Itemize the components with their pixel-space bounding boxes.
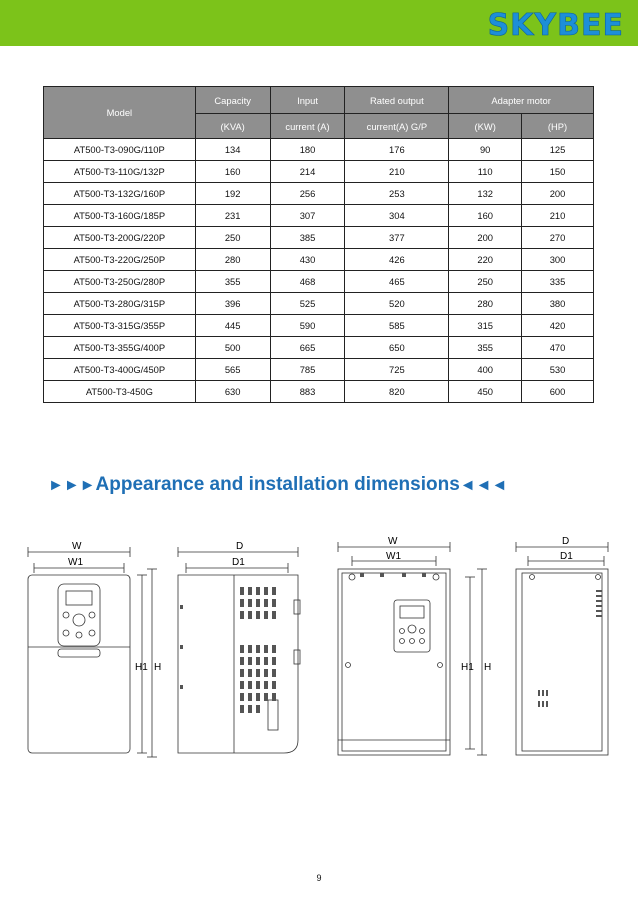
cell-hp: 270 xyxy=(522,227,594,249)
cell-rated: 820 xyxy=(345,381,449,403)
subheader-rated-current: current(A) G/P xyxy=(345,114,449,139)
table-row xyxy=(44,161,594,183)
cell-model: AT500-T3-450G xyxy=(44,381,196,403)
cell-hp: 380 xyxy=(522,293,594,315)
dim-h-label: H xyxy=(484,662,492,673)
header-input: Input xyxy=(270,87,345,114)
cell-hp: 200 xyxy=(522,183,594,205)
front-view-large-drawing xyxy=(330,535,495,765)
cell-capacity: 280 xyxy=(195,249,270,271)
cell-kw: 110 xyxy=(449,161,522,183)
header-rated-output: Rated output xyxy=(345,87,449,114)
cell-hp: 600 xyxy=(522,381,594,403)
side-view-small-drawing xyxy=(172,535,307,765)
cell-input: 525 xyxy=(270,293,345,315)
side-view-large-drawing xyxy=(508,535,618,765)
cell-capacity: 160 xyxy=(195,161,270,183)
dim-w1-label: W1 xyxy=(68,557,83,568)
cell-capacity: 396 xyxy=(195,293,270,315)
table-row xyxy=(44,359,594,381)
table-row xyxy=(44,249,594,271)
cell-input: 590 xyxy=(270,315,345,337)
header-bar xyxy=(0,0,638,46)
cell-rated: 585 xyxy=(345,315,449,337)
table-row xyxy=(44,293,594,315)
subheader-kva: (KVA) xyxy=(195,114,270,139)
cell-model: AT500-T3-250G/280P xyxy=(44,271,196,293)
cell-hp: 420 xyxy=(522,315,594,337)
dim-h-label: H xyxy=(154,662,162,673)
cell-kw: 132 xyxy=(449,183,522,205)
cell-model: AT500-T3-200G/220P xyxy=(44,227,196,249)
cell-input: 665 xyxy=(270,337,345,359)
header-model: Model xyxy=(44,87,196,139)
cell-capacity: 565 xyxy=(195,359,270,381)
cell-kw: 160 xyxy=(449,205,522,227)
cell-model: AT500-T3-132G/160P xyxy=(44,183,196,205)
vent-slots xyxy=(180,587,276,713)
cell-input: 430 xyxy=(270,249,345,271)
cell-input: 214 xyxy=(270,161,345,183)
dim-w-label: W xyxy=(72,541,82,552)
cell-model: AT500-T3-110G/132P xyxy=(44,161,196,183)
cell-rated: 377 xyxy=(345,227,449,249)
table-row xyxy=(44,205,594,227)
dim-d-label: D xyxy=(562,536,570,547)
cell-input: 385 xyxy=(270,227,345,249)
spec-table xyxy=(43,86,594,403)
table-row xyxy=(44,271,594,293)
subheader-input-current: current (A) xyxy=(270,114,345,139)
cell-model: AT500-T3-355G/400P xyxy=(44,337,196,359)
cell-hp: 470 xyxy=(522,337,594,359)
cell-model: AT500-T3-220G/250P xyxy=(44,249,196,271)
cell-rated: 253 xyxy=(345,183,449,205)
table-row xyxy=(44,381,594,403)
cell-capacity: 500 xyxy=(195,337,270,359)
section-title: Appearance and installation dimensions xyxy=(95,474,460,495)
dim-d1-label: D1 xyxy=(560,551,573,562)
cell-model: AT500-T3-400G/450P xyxy=(44,359,196,381)
table-row xyxy=(44,227,594,249)
cell-capacity: 192 xyxy=(195,183,270,205)
dim-d1-label: D1 xyxy=(232,557,245,568)
cell-input: 883 xyxy=(270,381,345,403)
cell-kw: 355 xyxy=(449,337,522,359)
cell-rated: 465 xyxy=(345,271,449,293)
vent-slots xyxy=(538,590,602,707)
cell-hp: 150 xyxy=(522,161,594,183)
table-row xyxy=(44,315,594,337)
cell-model: AT500-T3-160G/185P xyxy=(44,205,196,227)
cell-kw: 280 xyxy=(449,293,522,315)
cell-rated: 520 xyxy=(345,293,449,315)
cell-rated: 176 xyxy=(345,139,449,161)
header-capacity: Capacity xyxy=(195,87,270,114)
cell-rated: 725 xyxy=(345,359,449,381)
section-heading xyxy=(48,474,507,496)
cell-capacity: 355 xyxy=(195,271,270,293)
arrows-right: ◄◄◄ xyxy=(459,477,508,494)
subheader-hp: (HP) xyxy=(522,114,594,139)
cell-capacity: 250 xyxy=(195,227,270,249)
page-number: 9 xyxy=(316,873,322,883)
table-row xyxy=(44,183,594,205)
cell-rated: 304 xyxy=(345,205,449,227)
dim-d-label: D xyxy=(236,541,244,552)
cell-hp: 530 xyxy=(522,359,594,381)
cell-kw: 400 xyxy=(449,359,522,381)
cell-kw: 200 xyxy=(449,227,522,249)
cell-capacity: 231 xyxy=(195,205,270,227)
cell-input: 785 xyxy=(270,359,345,381)
cell-kw: 220 xyxy=(449,249,522,271)
cell-hp: 210 xyxy=(522,205,594,227)
cell-input: 256 xyxy=(270,183,345,205)
dim-h1-label: H1 xyxy=(461,662,474,673)
front-view-small-drawing xyxy=(18,535,168,765)
cell-kw: 450 xyxy=(449,381,522,403)
cell-model: AT500-T3-315G/355P xyxy=(44,315,196,337)
cell-capacity: 445 xyxy=(195,315,270,337)
dim-w-label: W xyxy=(388,536,398,547)
cell-input: 468 xyxy=(270,271,345,293)
arrows-left: ►►► xyxy=(48,477,96,494)
cell-rated: 650 xyxy=(345,337,449,359)
header-adapter-motor: Adapter motor xyxy=(449,87,594,114)
cell-kw: 90 xyxy=(449,139,522,161)
cell-rated: 210 xyxy=(345,161,449,183)
brand-logo: SKYBEE xyxy=(487,8,624,43)
dim-h1-label: H1 xyxy=(135,662,148,673)
subheader-kw: (KW) xyxy=(449,114,522,139)
cell-kw: 250 xyxy=(449,271,522,293)
cell-input: 307 xyxy=(270,205,345,227)
cell-capacity: 630 xyxy=(195,381,270,403)
cell-model: AT500-T3-090G/110P xyxy=(44,139,196,161)
table-row xyxy=(44,337,594,359)
dim-w1-label: W1 xyxy=(386,551,401,562)
cell-rated: 426 xyxy=(345,249,449,271)
cell-capacity: 134 xyxy=(195,139,270,161)
cell-kw: 315 xyxy=(449,315,522,337)
cell-hp: 300 xyxy=(522,249,594,271)
table-row xyxy=(44,139,594,161)
cell-input: 180 xyxy=(270,139,345,161)
cell-hp: 125 xyxy=(522,139,594,161)
cell-hp: 335 xyxy=(522,271,594,293)
cell-model: AT500-T3-280G/315P xyxy=(44,293,196,315)
